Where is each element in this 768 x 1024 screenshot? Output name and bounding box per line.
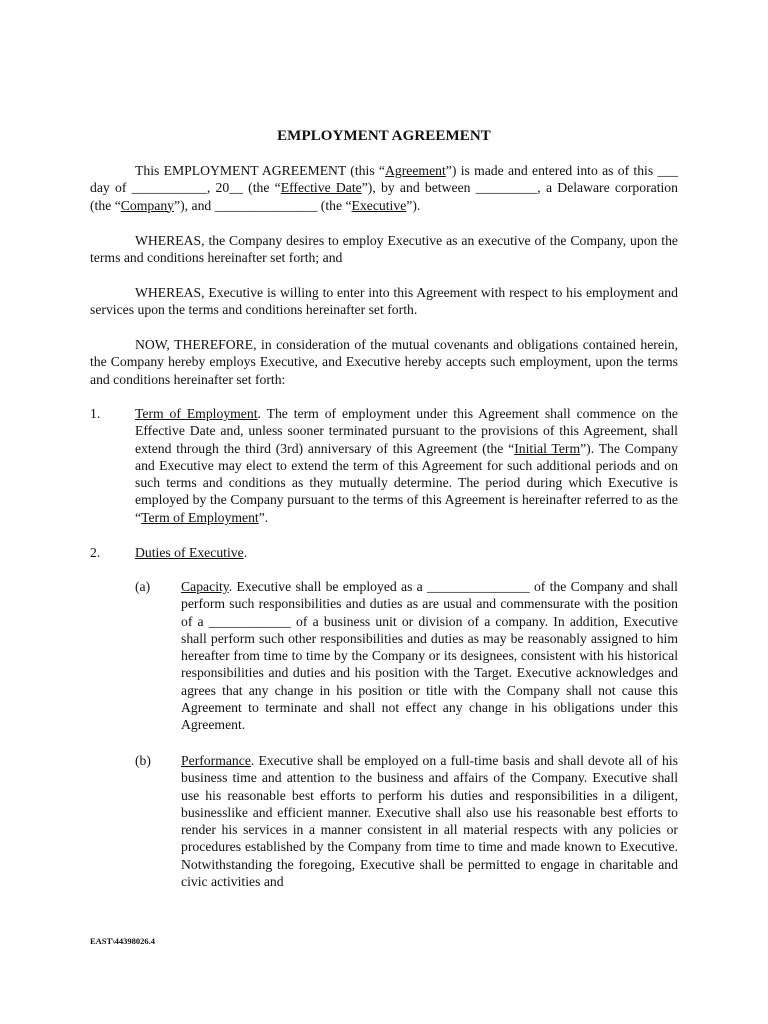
subsection-b-heading: Performance <box>181 753 251 768</box>
intro-paragraph: This EMPLOYMENT AGREEMENT (this “Agreement”) is made and entered into as of this ___ day of ___________, 20__ (the “Effective Date”), by and between _________, a Delaware corporation (the “Company”), and _______________ (the “Executive”). <box>90 163 678 213</box>
section-2-heading-line: Duties of Executive. <box>135 545 248 560</box>
section-1-heading: Term of Employment <box>135 406 258 421</box>
defined-term-agreement: Agreement <box>384 163 446 178</box>
subsection-a-heading: Capacity <box>181 579 229 594</box>
section-1-number: 1. <box>90 406 101 421</box>
defined-term-term-of-employment: Term of Employment <box>141 509 259 525</box>
defined-term-executive: Executive <box>351 197 407 213</box>
whereas-paragraph-1: WHEREAS, the Company desires to employ Executive as an executive of the Company, upon the terms and conditions hereinafter set forth; and <box>90 233 678 266</box>
document-footer-id: EAST\44398026.4 <box>90 936 155 946</box>
whereas-paragraph-2: WHEREAS, Executive is willing to enter into this Agreement with respect to his employment and services upon the terms and conditions hereinafter set forth. <box>90 285 678 318</box>
section-1-text: Term of Employment. The term of employment under this Agreement shall commence on the Effective Date and, unless sooner terminated pursuant to the provisions of this Agreement, shall extend through the third (3rd) anniversary of this Agreement (the “Initial Term”). The Company and Executive may elect to extend the term of this Agreement for such additional periods and on such terms and conditions as they mutually determine. The period during which Executive is employed by the Company pursuant to the terms of this Agreement is hereinafter referred to as the “Term of Employment”. <box>135 406 678 525</box>
subsection-b-label: (b) <box>135 753 151 768</box>
defined-term-initial-term: Initial Term <box>514 440 581 456</box>
subsection-b-text: Performance. Executive shall be employed on a full-time basis and shall devote all of his business time and attention to the business and affairs of the Company. Executive shall use his reasonable best efforts to perform his duties and responsibilities in a diligent, businesslike and efficient manner. Executive shall also use his reasonable best efforts to render his services in a manner consistent in all material respects with any policies or procedures established by the Company from time to time and made known to Executive. Notwithstanding the foregoing, Executive shall be permitted to engage in charitable and civic activities and <box>181 753 678 890</box>
subsection-a-text: Capacity. Executive shall be employed as a _______________ of the Company and shall perform such responsibilities and duties as are usual and commensurate with the position of a ____________ of a business unit or division of a company. In addition, Executive shall perform such other responsibilities and duties as may be reasonably assigned to him hereafter from time to time by the Company or its designees, consistent with his historical responsibilities and duties and his position with the Target. Executive acknowledges and agrees that any change in his position or title with the Company shall not cause this Agreement to terminate and shall not effect any change in his obligations under this Agreement. <box>181 579 678 733</box>
now-therefore-paragraph: NOW, THEREFORE, in consideration of the mutual covenants and obligations contained herein, the Company hereby employs Executive, and Executive hereby accepts such employment, upon the terms and conditions hereinafter set forth: <box>90 337 678 387</box>
subsection-a-label: (a) <box>135 579 151 594</box>
section-2-heading: Duties of Executive <box>135 545 244 560</box>
defined-term-effective-date: Effective Date <box>280 180 362 196</box>
defined-term-company: Company <box>120 197 175 213</box>
document-title: EMPLOYMENT AGREEMENT <box>277 128 491 144</box>
section-2-number: 2. <box>90 545 101 560</box>
